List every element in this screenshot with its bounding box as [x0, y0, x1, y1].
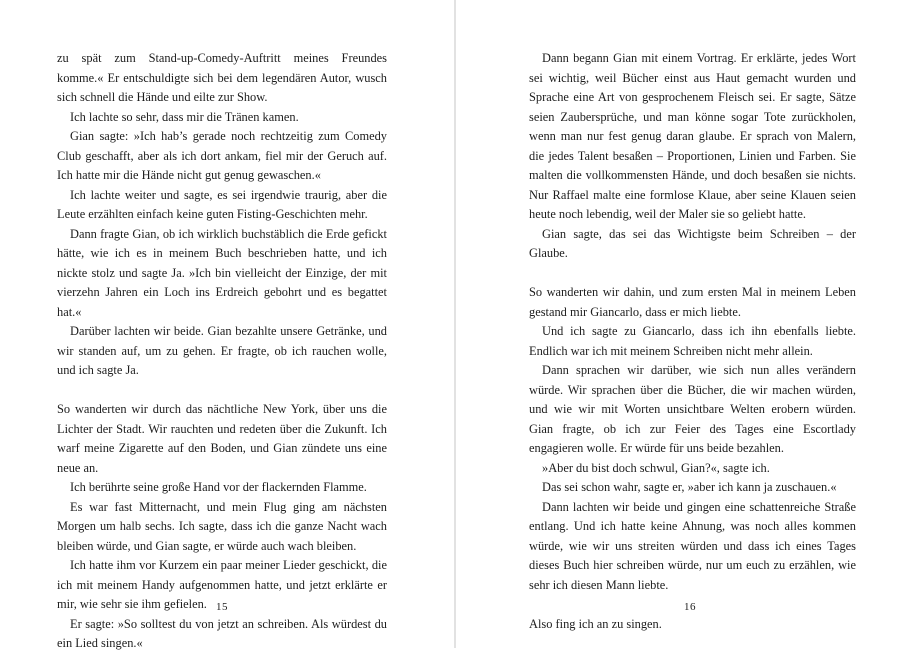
paragraph: Ich hatte ihm vor Kurzem ein paar meiner Lieder geschickt, die ich mit meinem Handy aufgenommen hatte, und jetzt erklärte er mir, wie sehr sie ihm gefielen.	[57, 558, 387, 611]
paragraph: Das sei schon wahr, sagte er, »aber ich kann ja zuschauen.«	[542, 480, 837, 494]
page-number: 15	[216, 601, 228, 613]
page-number: 16	[684, 601, 696, 613]
paragraph: Er sagte: »So solltest du von jetzt an schreiben. Als würdest du ein Lied singen.«	[57, 616, 387, 650]
right-page-body	[529, 49, 856, 634]
paragraph: Ich lachte so sehr, dass mir die Tränen kamen.	[70, 109, 299, 124]
paragraph: Dann fragte Gian, ob ich wirklich buchstäblich die Erde gefickt hätte, wie ich es in meinem Buch beschrieben hatte, und ich nickte stolz und sagte Ja. »Ich bin vielleicht der Einzige, der mit vierzehn Jahren ein Loch ins Erdreich gebohrt und es begattet hat.«	[57, 226, 387, 319]
paragraph: zu spät zum Stand-up-Comedy-Auftritt meines Freundes komme.« Er entschuldigte sich bei dem legendären Autor, wusch sich schnell die Hände und eilte zur Show.	[57, 51, 387, 104]
left-page-body	[57, 49, 387, 654]
left-page	[0, 0, 454, 648]
paragraph: Also fing ich an zu singen.	[529, 616, 662, 631]
paragraph: Gian sagte: »Ich hab’s gerade noch rechtzeitig zum Comedy Club geschafft, aber als ich dort ankam, fiel mir der Geruch auf. Ich hatte mir die Hände nicht gut genug gewaschen.«	[57, 129, 387, 182]
paragraph: Dann lachten wir beide und gingen eine schattenreiche Straße entlang. Und ich hatte keine Ahnung, was noch alles kommen würde, wie wir uns streiten würden und dass ich eines Tages dieses Buch hier schreiben würde, nur um euch zu erzählen, wie sehr ich diesen Mann liebte.	[529, 499, 856, 592]
paragraph: So wanderten wir dahin, und zum ersten Mal in meinem Leben gestand mir Giancarlo, dass er mich liebte.	[529, 285, 856, 319]
paragraph: Und ich sagte zu Giancarlo, dass ich ihn ebenfalls liebte. Endlich war ich mit meinem Schreiben nicht mehr allein.	[529, 324, 856, 358]
paragraph: Gian sagte, das sei das Wichtigste beim Schreiben – der Glaube.	[529, 226, 856, 260]
paragraph: So wanderten wir durch das nächtliche New York, über uns die Lichter der Stadt. Wir rauchten und redeten über die Zukunft. Ich warf meine Zigarette auf den Boden, und Gian zündete uns eine neue an.	[57, 402, 387, 475]
paragraph: »Aber du bist doch schwul, Gian?«, sagte ich.	[542, 460, 770, 475]
paragraph: Dann begann Gian mit einem Vortrag. Er erklärte, jedes Wort sei wichtig, weil Bücher einst aus Haut gemacht wurden und Sprache eine Art von gesprochenem Fleisch sei. Er sagte, Sätze seien Zaubersprüche, und man könne sogar Tote zurückholen, wenn man nur fest genug daran glaube. Er sprach von Malern, die jedes Talent besaßen – Proportionen, Linien und Farben. Sie malten die vollkommensten Hände, und doch besaßen sie nichts. Nur Raffael malte eine formlose Klaue, aber seine Klauen seien heute noch lebendig, weil der Maler sie so geliebt hatte.	[529, 51, 856, 221]
right-page	[456, 0, 909, 648]
paragraph: Ich lachte weiter und sagte, es sei irgendwie traurig, aber die Leute erzählten einfach keine guten Fisting-Geschichten mehr.	[57, 187, 387, 221]
paragraph: Ich berührte seine große Hand vor der flackernden Flamme.	[70, 480, 367, 494]
paragraph: Darüber lachten wir beide. Gian bezahlte unsere Getränke, und wir standen auf, um zu gehen. Er fragte, ob ich rauchen wolle, und ich sagte Ja.	[57, 324, 387, 377]
paragraph: Dann sprachen wir darüber, wie sich nun alles verändern würde. Wir sprachen über die Bücher, die wir machen würden, und wie wir mit Worten unsichtbare Welten erobern würden. Gian fragte, ob ich zur Feier des Tages eine Escortlady engagieren wolle. Er würde für uns beide bezahlen.	[529, 363, 856, 455]
paragraph: Es war fast Mitternacht, und mein Flug ging am nächsten Morgen um halb sechs. Ich sagte, dass ich die ganze Nacht wach bleiben würde, und Gian sagte, er würde auch wach bleiben.	[57, 499, 387, 553]
